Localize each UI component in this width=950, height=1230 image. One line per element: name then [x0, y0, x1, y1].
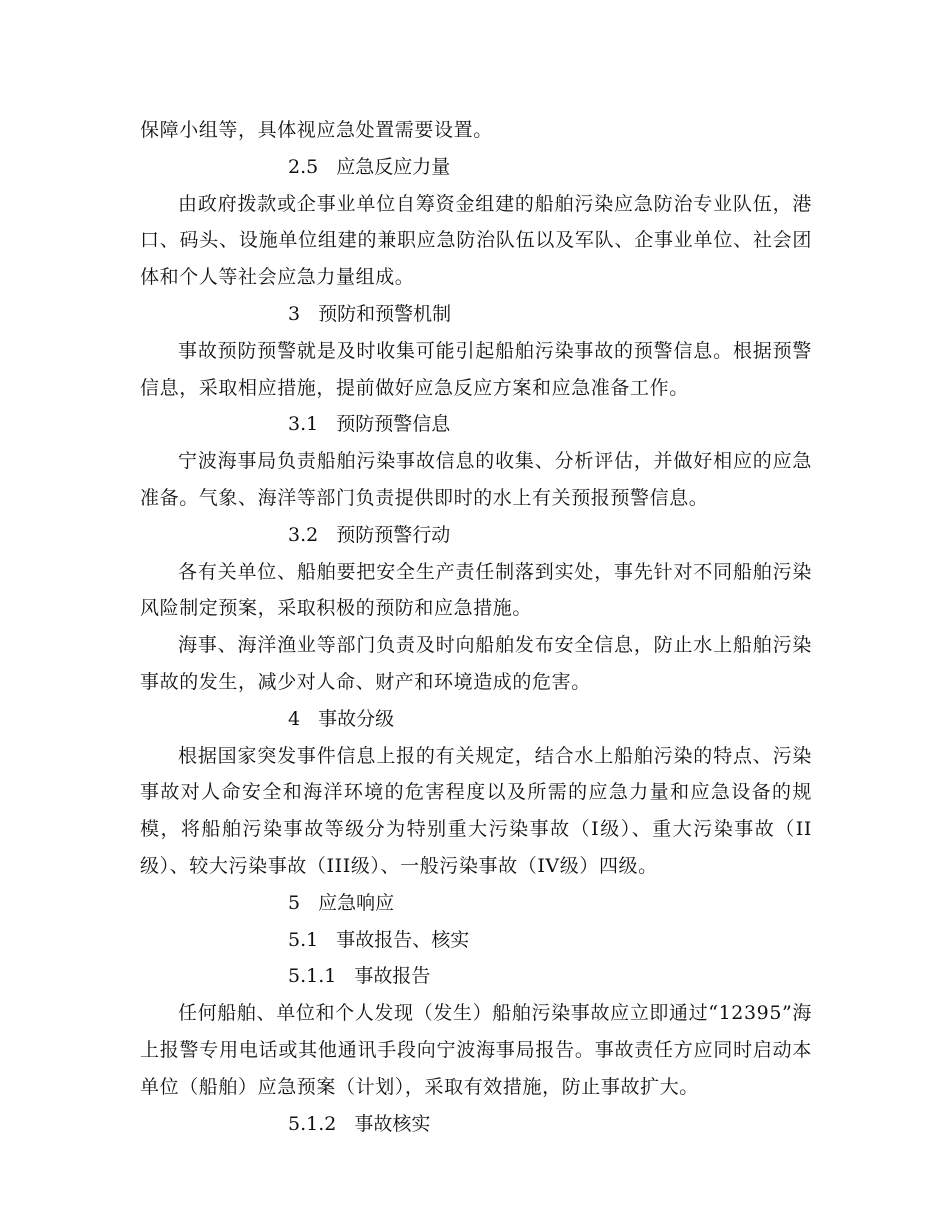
- section-title: 应急响应: [318, 891, 395, 914]
- section-title: 应急反应力量: [336, 155, 451, 178]
- paragraph: 根据国家突发事件信息上报的有关规定，结合水上船舶污染的特点、污染事故对人命安全和海洋环境的危害程度以及所需的应急力量和应急设备的规模，将船舶污染事故等级分为特别重大污染事故（I级）、重大污染事故（II级）、较大污染事故（III级）、一般污染事故（IV级）四级。: [140, 744, 812, 877]
- section-heading: [140, 517, 812, 554]
- paragraph: 由政府拨款或企事业单位自筹资金组建的船舶污染应急防治专业队伍，港口、码头、设施单位组建的兼职应急防治队伍以及军队、企事业单位、社会团体和个人等社会应急力量组成。: [140, 192, 812, 289]
- section-title: 事故报告、核实: [336, 928, 470, 951]
- section-title: 预防预警信息: [336, 413, 451, 436]
- section-heading: [140, 296, 812, 333]
- section-number: 2.5: [288, 155, 319, 178]
- section-heading: [140, 922, 812, 959]
- section-title: 预防预警行动: [336, 523, 451, 546]
- section-heading: [140, 149, 812, 186]
- section-title: 事故核实: [354, 1112, 431, 1135]
- section-number: 3: [288, 302, 301, 325]
- paragraph: 保障小组等，具体视应急处置需要设置。: [140, 119, 493, 141]
- section-heading: [140, 958, 812, 995]
- paragraph: 任何船舶、单位和个人发现（发生）船舶污染事故应立即通过“12395”海上报警专用电话或其他通讯手段向宁波海事局报告。事故责任方应同时启动本单位（船舶）应急预案（计划），采取有效措施，防止事故扩大。: [140, 1002, 812, 1098]
- document-body: [140, 112, 812, 1142]
- section-number: 5.1.1: [288, 965, 337, 988]
- section-number: 4: [288, 707, 301, 730]
- section-heading: [140, 885, 812, 922]
- paragraph: 事故预防预警就是及时收集可能引起船舶污染事故的预警信息。根据预警信息，采取相应措施，提前做好应急反应方案和应急准备工作。: [140, 339, 812, 399]
- paragraph: 宁波海事局负责船舶污染事故信息的收集、分析评估，并做好相应的应急准备。气象、海洋等部门负责提供即时的水上有关预报预警信息。: [140, 450, 812, 509]
- section-number: 5: [288, 891, 301, 914]
- section-number: 5.1.2: [288, 1112, 337, 1135]
- section-number: 3.1: [288, 413, 319, 436]
- section-title: 事故报告: [354, 965, 431, 988]
- section-heading: [140, 1106, 812, 1143]
- paragraph: 海事、海洋渔业等部门负责及时向船舶发布安全信息，防止水上船舶污染事故的发生，减少对人命、财产和环境造成的危害。: [140, 634, 812, 693]
- section-number: 5.1: [288, 928, 319, 951]
- section-heading: [140, 406, 812, 443]
- paragraph: 各有关单位、船舶要把安全生产责任制落到实处，事先针对不同船舶污染风险制定预案，采取积极的预防和应急措施。: [140, 560, 812, 620]
- section-title: 预防和预警机制: [318, 302, 452, 325]
- section-number: 3.2: [288, 523, 319, 546]
- section-title: 事故分级: [318, 707, 395, 730]
- section-heading: [140, 701, 812, 738]
